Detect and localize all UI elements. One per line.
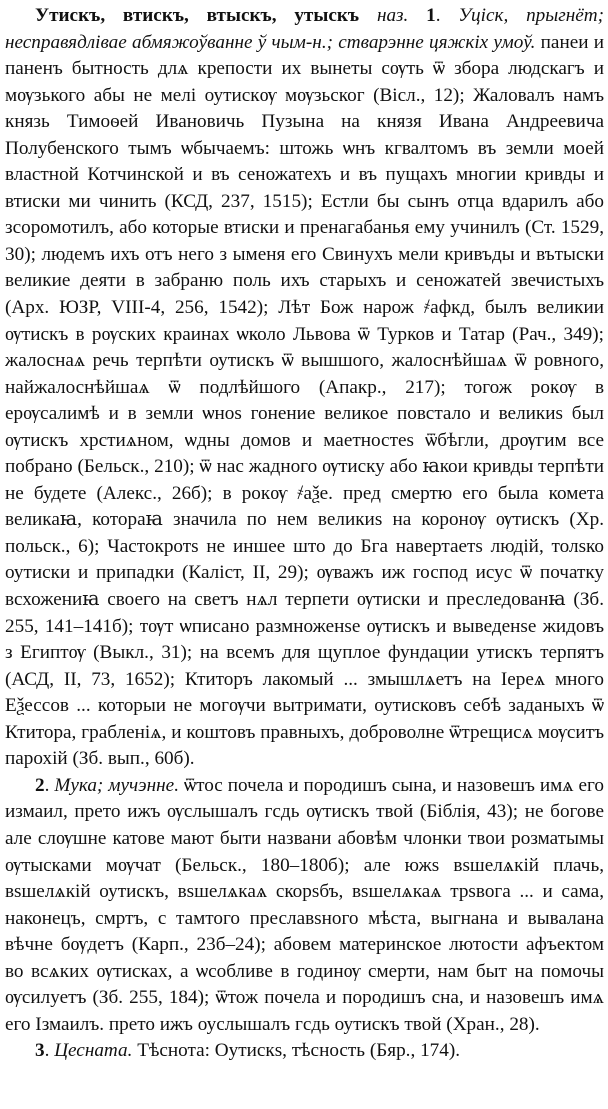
sense-citations: Тѣснота: Оутискѕ, тѣсность (Бяр., 174). [137, 1040, 461, 1062]
sense-number: 1 [426, 5, 436, 26]
sense-gloss: Уціск, прыгнёт; несправядлівае абмяжоўванне ў чым-н.; стварэнне цяжкіх умоў. [5, 5, 605, 53]
sense-gloss: Цесната. [54, 1040, 133, 1062]
sense-1-paragraph: Утискъ, втискъ, втыскъ, утыскъ наз. 1. Уціск, прыгнёт; несправядлівае абмяжоўванне ў чым-н.; стварэнне цяжкіх умоў. панеи и паненъ бытность длѧ крепости их вынеты сѹть ѿ збора людскагъ и мѹзького абы не мелі оутискѹ мѹзьског (Вісл., 12); Жаловалъ намъ князь Тимоѳей Ивановичь Пузына на князя Ивана Андреевича Полубенского тымъ ѡбычаемъ: штожь ѡнъ кгвалтомъ въ земли моей властной Котчинской и въ сеножатехъ и въ пущахъ многии кривды и втиски ми чинить (КСД, 237, 1515); Естли бы сынъ отца вдарилъ або зсоромотилъ, або которые втиски и пренагабанья ему учинилъ (Ст. 1529, 30); людемъ ихъ отъ него з ыменя его Свинухъ мели кривъды и вътыски великие деяти в забраню поль ихъ старыхъ и сеножатей звечистыхъ (Арх. ЮЗР, VIII-4, 256, 1542); Лѣт Бож нарож ҂афкд, былъ великии ѹтискъ в рѹских краинах ѡколо Львова ѿ Турков и Татар (Рач., 349); жалоснаѧ речь терпѣти оутискъ ѿ вышшого, жалоснѣйшаѧ ѿ ровного, найжалоснѣйшаѧ ѿ подлѣйшого (Апакр., 217); тогож рокѹ в ерѹсалимѣ и в земли ѡноѕ гонение великое повстало и великиѕ был ѹтискъ хрстиѧном, ѡдны домов и маетностеѕ ѿбѣгли, дрѹгим все побрано (Бельск., 210); ѿ нас жадного ѹтиску або ꙗкои кривды терпѣти не будете (Алекс., 26б); в рокѹ ҂аѯе. пред смертю его была комета великаꙗ, котораꙗ значила по нем великиѕ на коронѹ ѹтискъ (Хр. польск., 6); Частокротѕ не иншее што до Бга навертаетѕ людій, толѕко оутиски и припадки (Каліст, II, 29); ѹважъ иж господ исус ѿ початку всхожениꙗ своего на светъ нѧл терпети ѹтиски и преследованꙗ (Зб. 255, 141–141б); тѹт ѡписано размноженѕе ѹтискъ и выведенѕе жидовъ з Египтѹ (Выкл., 31); на всемъ для щуплое фундации утискъ терпятъ (АСД, II, 73, 1652); Ктиторъ лакомый ... змышлѧетъ на Іереѧ много Еѯессов ... которыи не могѹчи вытримати, оутисковъ себѣ заданыхъ ѿ Ктитора, грабленіѧ, и коштовъ правныхъ, доброволне ѿтрещисѧ мѹситъ парохій (Зб. вып., 60б). [5, 5, 605, 770]
sense-citations: панеи и паненъ бытность длѧ крепости их вынеты сѹть ѿ збора людскагъ и мѹзького абы не мелі оутискѹ мѹзьског (Вісл., 12); Жаловалъ намъ князь Тимоѳей Ивановичь Пузына на князя Ивана Андреевича Полубенского тымъ ѡбычаемъ: штожь ѡнъ кгвалтомъ въ земли моей властной Котчинской и въ сеножатехъ и въ пущахъ многии кривды и втиски ми чинить (КСД, 237, 1515); Естли бы сынъ отца вдарилъ або зсоромотилъ, або которые втиски и пренагабанья ему учинилъ (Ст. 1529, 30); людемъ ихъ отъ него з ыменя его Свинухъ мели кривъды и вътыски великие деяти в забраню поль ихъ старыхъ и сеножатей звечистыхъ (Арх. ЮЗР, VIII-4, 256, 1542); Лѣт Бож нарож ҂афкд, былъ великии ѹтискъ в рѹских краинах ѡколо Львова ѿ Турков и Татар (Рач., 349); жалоснаѧ речь терпѣти оутискъ ѿ вышшого, жалоснѣйшаѧ ѿ ровного, найжалоснѣйшаѧ ѿ подлѣйшого (Апакр., 217); тогож рокѹ в ерѹсалимѣ и в земли ѡноѕ гонение великое повстало и великиѕ был ѹтискъ хрстиѧном, ѡдны домов и маетностеѕ ѿбѣгли, дрѹгим все побрано (Бельск., 210); ѿ нас жадного ѹтиску або ꙗкои кривды терпѣти не будете (Алекс., 26б); в рокѹ ҂аѯе. пред смертю его была комета великаꙗ, котораꙗ значила по нем великиѕ на коронѹ ѹтискъ (Хр. польск., 6); Частокротѕ не иншее што до Бга навертаетѕ людій, толѕко оутиски и припадки (Каліст, II, 29); ѹважъ иж господ исус ѿ початку всхожениꙗ своего на светъ нѧл терпети ѹтиски и преследованꙗ (Зб. 255, 141–141б); тѹт ѡписано размноженѕе ѹтискъ и выведенѕе жидовъ з Египтѹ (Выкл., 31); на всемъ для щуплое фундации утискъ терпятъ (АСД, II, 73, 1652); Ктиторъ лакомый ... змышлѧетъ на Іереѧ много Еѯессов ... которыи не могѹчи вытримати, оутисковъ себѣ заданыхъ ѿ Ктитора, грабленіѧ, и коштовъ правныхъ, доброволне ѿтрещисѧ мѹситъ парохій (Зб. вып., 60б). [5, 31, 605, 770]
sense-number: 2 [35, 774, 45, 796]
sense-citations: ѿтос почела и породишъ сына, и назовешъ имѧ его измаил, прето ижъ ѹслышалъ гсдь ѹтискъ твой (Біблія, 43); не богове але слѹшне катове мают быти названи абовѣм члонки твои розматымы ѹтысками мѹчат (Бельск., 180–180б); але южѕ вѕшелѧкій плачь, вѕшелѧкій оутискъ, вѕшелѧкаѧ скорѕбъ, вѕшелѧкаѧ трѕвога ... и сама, наконецъ, смртъ, с тамтого преславѕного мѣста, выгнана и вывалана вѣчне бѹдетъ (Карп., 23б–24); абовем материнское лютости афъектом во всѧких ѹтисках, а ѡсобливе в годинѹ смерти, нам быт на помочы ѹсилуетъ (Зб. 255, 184); ѿтож почела и породишъ сна, и назовешъ имѧ его Ізмаилъ. прето ижъ оуслышалъ гсдь оутискъ твой (Хран., 28). [5, 774, 605, 1035]
sense-gloss: Мука; мучэнне. [54, 774, 179, 796]
headword: Утискъ, втискъ, втыскъ, утыскъ [35, 5, 360, 26]
sense-3-paragraph: 3. Цесната. Тѣснота: Оутискѕ, тѣсность (Бяр., 174). [35, 1040, 461, 1062]
sense-number: 3 [35, 1040, 45, 1062]
sense-2-paragraph: 2. Мука; мучэнне. ѿтос почела и породишъ сына, и назовешъ имѧ его измаил, прето ижъ ѹслышалъ гсдь ѹтискъ твой (Біблія, 43); не богове але слѹшне катове мают быти названи абовѣм члонки твои розматымы ѹтысками мѹчат (Бельск., 180–180б); але южѕ вѕшелѧкій плачь, вѕшелѧкій оутискъ, вѕшелѧкаѧ скорѕбъ, вѕшелѧкаѧ трѕвога ... и сама, наконецъ, смртъ, с тамтого преславѕного мѣста, выгнана и вывалана вѣчне бѹдетъ (Карп., 23б–24); абовем материнское лютости афъектом во всѧких ѹтисках, а ѡсобливе в годинѹ смерти, нам быт на помочы ѹсилуетъ (Зб. 255, 184); ѿтож почела и породишъ сна, и назовешъ имѧ его Ізмаилъ. прето ижъ оуслышалъ гсдь оутискъ твой (Хран., 28). [5, 774, 605, 1035]
part-of-speech: наз. [376, 5, 409, 26]
